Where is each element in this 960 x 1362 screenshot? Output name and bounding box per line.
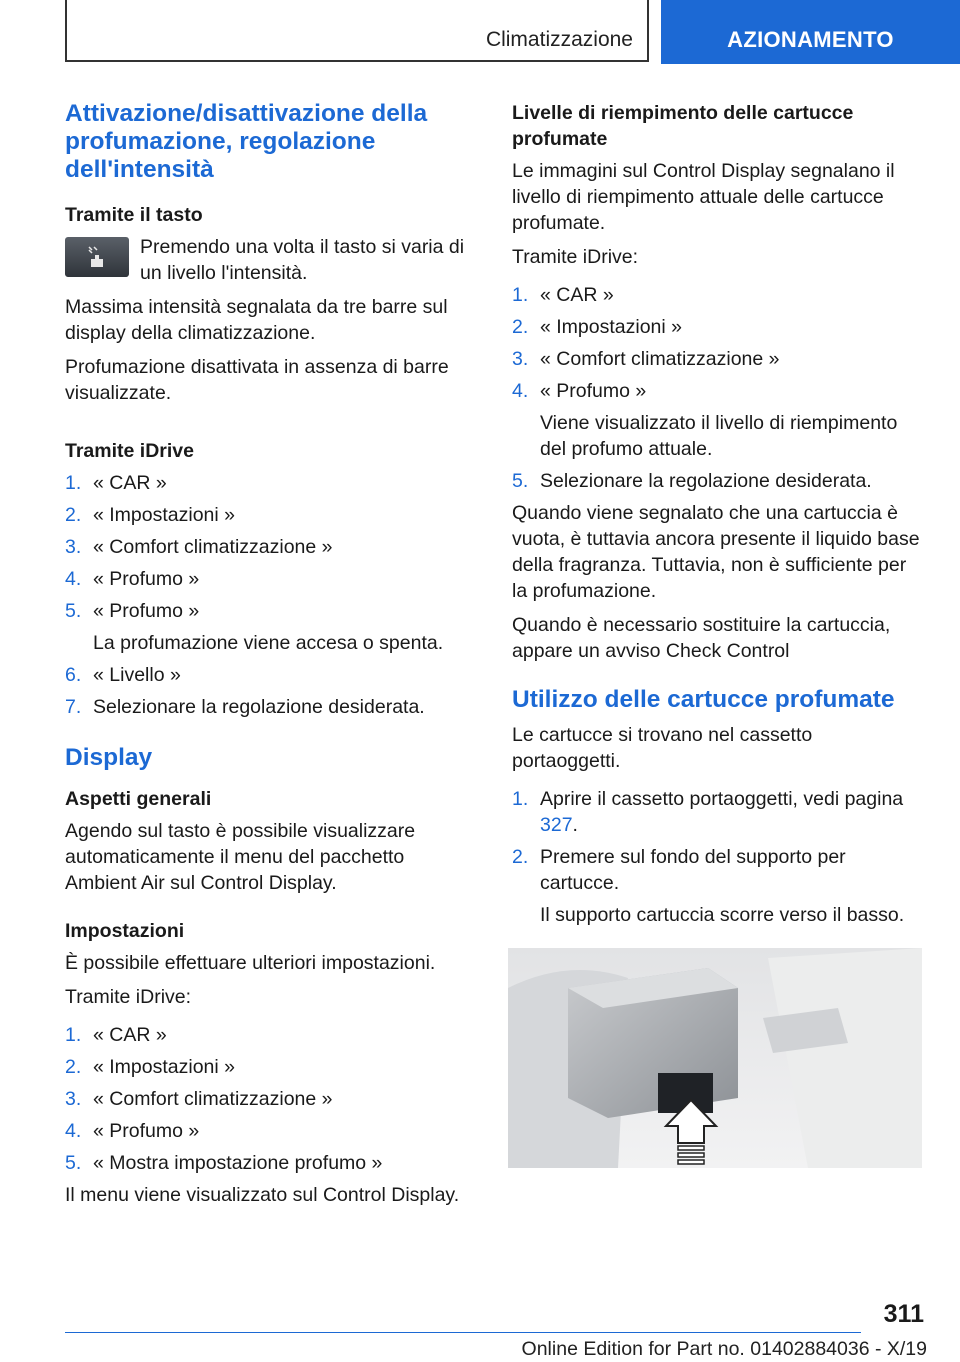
right-column bbox=[512, 100, 926, 1175]
page-header bbox=[0, 0, 960, 66]
list-item: 4. « Profumo » bbox=[65, 568, 200, 590]
levels-text: Le immagini sul Control Display segnalano il livello di riempimento attuale delle cartucce profumate. bbox=[512, 160, 895, 234]
list-item: 2. « Impostazioni » bbox=[65, 504, 235, 526]
list-item: 2. « Impostazioni » bbox=[65, 1056, 235, 1078]
settings-end: Il menu viene visualizzato sul Control Display. bbox=[65, 1184, 460, 1206]
general-text: Agendo sul tasto è possibile visualizzare automaticamente il menu del pacchetto Ambient Air sul Control Display. bbox=[65, 820, 416, 894]
left-column bbox=[65, 100, 480, 1216]
step-note: Il supporto cartuccia scorre verso il basso. bbox=[540, 904, 905, 926]
settings-steps bbox=[65, 1022, 480, 1176]
list-item: 4. « Profumo » bbox=[65, 1120, 200, 1142]
list-item: 3. « Comfort climatizzazione » bbox=[512, 348, 780, 370]
page-number: 311 bbox=[883, 1300, 924, 1328]
levels-title: Livelle di riempimento delle cartucce profumate bbox=[512, 102, 854, 150]
paragraph-empty: Quando viene segnalato che una cartuccia è vuota, è tuttavia ancora presente il liquido base della fragranza. Tuttavia, non è sufficiente per la profumazione. bbox=[512, 502, 920, 602]
list-item: 1. « CAR » bbox=[65, 472, 167, 494]
footer-divider bbox=[65, 1332, 861, 1333]
edition-text: Online Edition for Part no. 01402884036 - X/19 bbox=[521, 1338, 927, 1360]
list-item: 1. « CAR » bbox=[512, 284, 614, 306]
list-item: 3. « Comfort climatizzazione » bbox=[65, 1088, 333, 1110]
levels-via: Tramite iDrive: bbox=[512, 246, 639, 268]
heading-display: Display bbox=[65, 744, 153, 771]
page-link[interactable]: 327 bbox=[540, 814, 573, 836]
list-item: 4. « Profumo » bbox=[512, 380, 647, 402]
use-steps bbox=[512, 786, 926, 928]
general-title: Aspetti generali bbox=[65, 788, 212, 810]
button-text: Premendo una volta il tasto si varia di un livello l'intensità. bbox=[140, 236, 465, 284]
step-note: Viene visualizzato il livello di riempimento del profumo attuale. bbox=[540, 412, 898, 460]
paragraph-max-intensity: Massima intensità segnalata da tre barre sul display della climatizzazione. bbox=[65, 296, 448, 344]
heading-activation: Attivazione/disattivazione della profumazione, regolazione dell'intensità bbox=[65, 100, 428, 183]
list-item: 2. Premere sul fondo del supporto per cartucce. bbox=[512, 846, 846, 894]
button-title: Tramite il tasto bbox=[65, 204, 203, 226]
settings-text: È possibile effettuare ulteriori impostazioni. bbox=[65, 952, 436, 974]
list-item: 7. Selezionare la regolazione desiderata. bbox=[65, 696, 425, 718]
list-item: 5. « Mostra impostazione profumo » bbox=[65, 1152, 383, 1174]
list-item: 1. Aprire il cassetto portaoggetti, vedi pagina 327. bbox=[512, 788, 904, 836]
list-item: 1. « CAR » bbox=[65, 1024, 167, 1046]
list-item: 3. « Comfort climatizzazione » bbox=[65, 536, 333, 558]
chapter-title: AZIONAMENTO bbox=[727, 27, 894, 52]
heading-use: Utilizzo delle cartucce profumate bbox=[512, 686, 895, 713]
fragrance-button-icon bbox=[65, 237, 129, 277]
list-item: 5. Selezionare la regolazione desiderata. bbox=[512, 470, 872, 492]
section-title: Climatizzazione bbox=[485, 28, 633, 51]
settings-title: Impostazioni bbox=[65, 920, 185, 942]
list-item: 5. « Profumo » bbox=[65, 600, 200, 622]
idrive-steps bbox=[65, 470, 480, 720]
button-description bbox=[65, 234, 480, 286]
section-tab bbox=[65, 0, 649, 62]
paragraph-replace: Quando è necessario sostituire la cartuccia, appare un avviso Check Control bbox=[512, 614, 891, 662]
paragraph-disabled: Profumazione disattivata in assenza di barre visualizzate. bbox=[65, 356, 449, 404]
list-item: 6. « Livello » bbox=[65, 664, 181, 686]
cartridge-holder-photo bbox=[508, 948, 922, 1168]
idrive-title: Tramite iDrive bbox=[65, 440, 194, 462]
levels-steps bbox=[512, 282, 926, 494]
settings-via: Tramite iDrive: bbox=[65, 986, 192, 1008]
use-text: Le cartucce si trovano nel cassetto portaoggetti. bbox=[512, 724, 813, 772]
list-item: 2. « Impostazioni » bbox=[512, 316, 682, 338]
chapter-tab bbox=[661, 0, 960, 64]
step-note: La profumazione viene accesa o spenta. bbox=[93, 632, 444, 654]
